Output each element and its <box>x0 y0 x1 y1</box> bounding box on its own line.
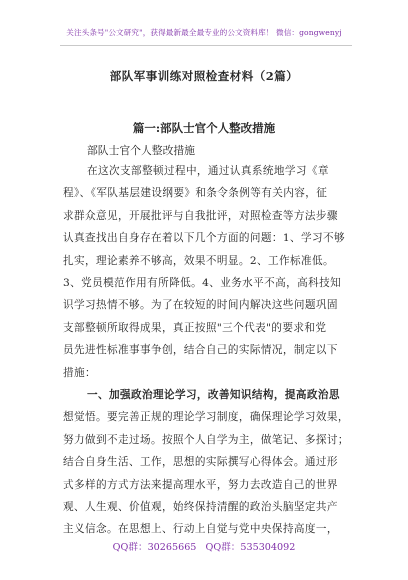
paragraph-line: 认真查找出自身存在着以下几个方面的问题：1、学习不够 <box>63 232 345 245</box>
paragraph-line: 在这次支部整顿过程中，通过认真系统地学习《章 <box>87 165 329 177</box>
header-divider <box>60 45 352 46</box>
paragraph-line: 员先进性标准事事争创，结合自己的实际情况，制定以下 <box>63 344 338 357</box>
sub-heading: 部队士官个人整改措施 <box>87 144 195 157</box>
paragraph-line: 观、人生观、价值观，始终保持清醒的政治头脑坚定共产 <box>63 501 338 513</box>
paragraph-line: 扎实，理论素养不够高，效果不明显。2、工作标准低。 <box>63 254 334 267</box>
document-title: 部队军事训练对照检查材料（2篇） <box>109 69 299 83</box>
footer-qq-group-1: QQ群：30265665 <box>112 542 197 553</box>
paragraph-line: 式多样的方式方法来提高理水平，努力去改造自己的世界 <box>63 478 338 491</box>
paragraph-line: 支部整顿所取得成果，真正按照"三个代表"的要求和党 <box>63 321 327 334</box>
footer-qq-group-2: QQ群：535304092 <box>205 542 296 553</box>
paragraph-line: 主义信念。在思想上、行动上自觉与党中央保持高度一， <box>63 523 338 536</box>
paragraph-line: 努力做到不走过场。按照个人自学为主，做笔记、多探讨； <box>63 433 349 446</box>
paragraph-line: 识学习热情不够。为了在较短的时间内解决这些问题巩固 <box>63 299 338 312</box>
footer-contacts <box>0 539 408 553</box>
section-heading: 篇一:部队士官个人整改措施 <box>132 121 276 135</box>
paragraph-line: 结合自身生活、工作，思想的实际撰写心得体会。通过形 <box>63 456 338 469</box>
numbered-heading-line: 一、加强政治理论学习，改善知识结构，提高政治思 <box>87 389 340 401</box>
paragraph-line: 想觉悟。要完善正规的理论学习制度，确保理论学习效果， <box>63 411 349 424</box>
paragraph-line: 求群众意见，开展批评与自我批评，对照检查等方法步骤 <box>63 209 338 222</box>
header-banner: 关注头条号"公文研究"，获得最新最全最专业的公文资料库！ 微信：gongwenyj <box>66 28 342 37</box>
paragraph-line: 3、党员模范作用有所降低。4、业务水平不高，高科技知 <box>63 277 342 289</box>
paragraph-line: 程》、《军队基层建设纲要》和条令条例等有关内容，征 <box>63 187 328 200</box>
paragraph-line: 措施： <box>63 366 96 379</box>
